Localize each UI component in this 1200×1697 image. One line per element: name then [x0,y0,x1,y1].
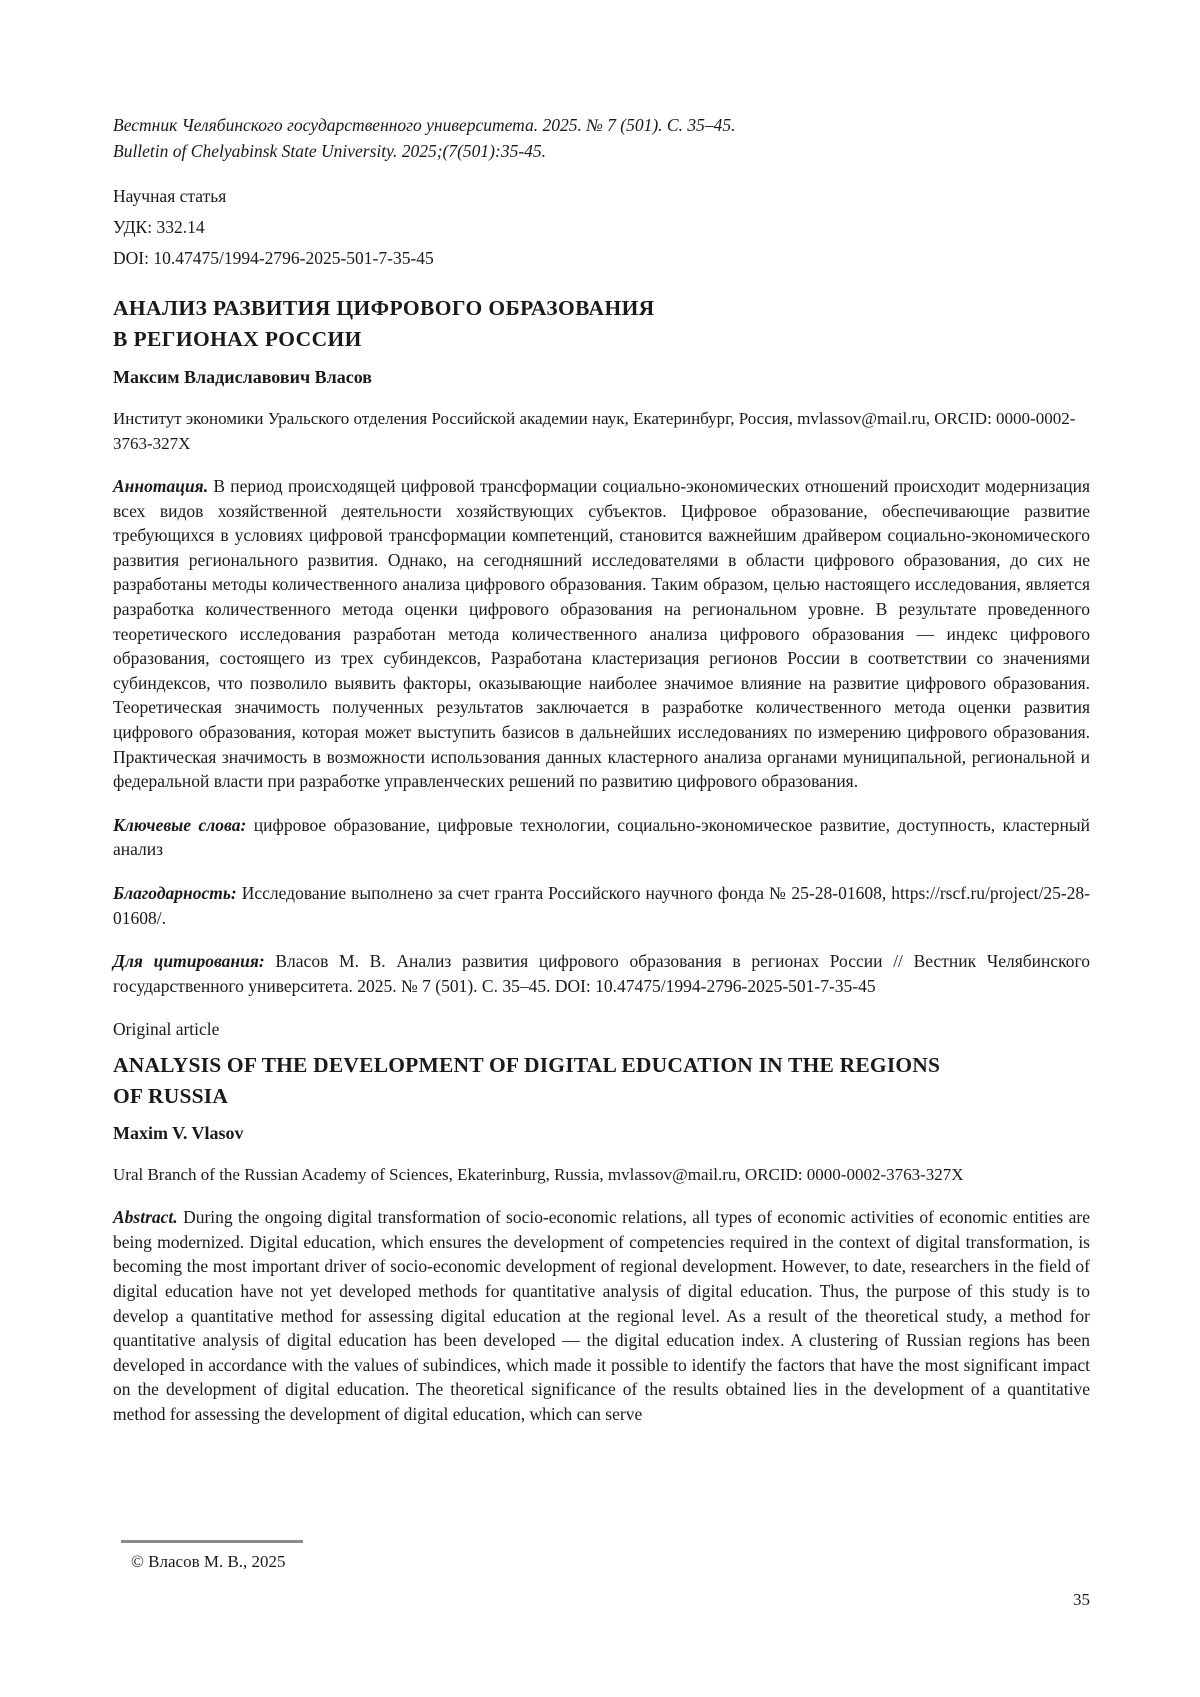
keywords-label: Ключевые слова: [113,814,247,835]
article-title-ru [113,293,1090,355]
article-type-en: Original article [113,1019,220,1040]
page-content [113,112,1090,1446]
abstract-paragraph-ru [113,474,1090,794]
author-name-ru: Максим Владиславович Власов [113,367,372,387]
citation-text: Власов М. В. Анализ развития цифрового образования в регионах России // Вестник Челябинского государственного университета. 2025. № 7 (501). С. 35–45. DOI: 10.47475/1994-2796-2025-501-7-35-45 [113,951,1090,996]
journal-reference-en: Bulletin of Chelyabinsk State University. 2025;(7(501):35-45. [113,141,547,161]
footnote [113,1540,633,1573]
abstract-text-en: During the ongoing digital transformation of socio-economic relations, all types of economic activities of economic entities are being modernized. Digital education, which ensures the development of competencies required in the context of digital transformation, is becoming the most important driver of socio-economic development of regional development. However, to date, researchers in the field of digital education have not yet developed methods for quantitative analysis of digital education. Thus, the purpose of this study is to develop a quantitative method for assessing digital education at the regional level. As a result of the theoretical study, a method for quantitative analysis of digital education has been developed — the digital education index. A clustering of Russian regions has been developed in accordance with the values of subindices, which made it possible to identify the factors that have the most significant impact on the development of digital education. The theoretical significance of the results obtained lies in the development of a quantitative method for assessing the development of digital education, which can serve [113,1207,1090,1425]
citation-paragraph [113,949,1090,998]
abstract-paragraph-en [113,1205,1090,1426]
article-title-en [113,1050,1090,1112]
title-en-line-1: ANALYSIS OF THE DEVELOPMENT OF DIGITAL EDUCATION IN THE REGIONS [113,1053,941,1078]
title-line-2: В РЕГИОНАХ РОССИИ [113,327,362,351]
journal-reference-ru: Вестник Челябинского государственного университета. 2025. № 7 (501). С. 35–45. [113,115,736,135]
abstract-label-en: Abstract. [113,1207,178,1228]
page-number: 35 [1073,1590,1090,1609]
author-name-en: Maxim V. Vlasov [113,1123,244,1144]
doi-number: DOI: 10.47475/1994-2796-2025-501-7-35-45 [113,248,434,268]
affiliation-ru: Институт экономики Уральского отделения Российской академии наук, Екатеринбург, Россия, mvlassov@mail.ru, ORCID: 0000-0002-3763-327X [113,409,1076,453]
acknowledgments-text: Исследование выполнено за счет гранта Российского научного фонда № 25-28-01608, https://rscf.ru/project/25-28-01608/. [113,882,1091,928]
copyright-notice: © Власов М. В., 2025 [131,1552,286,1571]
keywords-text: цифровое образование, цифровые технологии, социально-экономическое развитие, доступность, кластерный анализ [113,814,1091,860]
journal-header [113,112,1090,164]
acknowledgments-label: Благодарность: [113,882,237,903]
article-type-ru: Научная статья [113,186,227,206]
citation-label: Для цитирования: [113,951,265,972]
abstract-label-ru: Аннотация. [113,476,209,496]
title-en-line-2: OF RUSSIA [113,1084,229,1109]
udc-number: УДК: 332.14 [113,217,205,237]
title-line-1: АНАЛИЗ РАЗВИТИЯ ЦИФРОВОГО ОБРАЗОВАНИЯ [113,296,655,320]
abstract-text-ru: В период происходящей цифровой трансформации социально-экономических отношений происходит модернизация всех видов хозяйственной деятельности хозяйствующих субъектов. Цифровое образование, обеспечивающие развитие требующихся в условиях цифровой трансформации компетенций, становится важнейшим драйвером социально-экономического развития регионального развития. Однако, на сегодняшний исследователями в области цифрового образования, до сих не разработаны методы количественного анализа цифрового образования. Таким образом, целью настоящего исследования, является разработка количественного метода оценки цифрового образования на региональном уровне. В результате проведенного теоретического исследования разработан метода количественного анализа цифрового образования — индекс цифрового образования, состоящего из трех субиндексов, Разработана кластеризация регионов России в соответствии со значениями субиндексов, что позволило выявить факторы, оказывающие наиболее значимое влияние на развитие цифрового образования. Теоретическая значимость полученных результатов заключается в разработке количественного метода оценки развития цифрового образования, которая может выступить базисов в дальнейших исследованиях по измерению цифрового образования. Практическая значимость в возможности использования данных кластерного анализа органами муниципальной, региональной и федеральной власти при разработке управленческих решений по развитию цифрового образования. [113,476,1090,792]
keywords-paragraph [113,813,1090,862]
footnote-rule [121,1540,303,1543]
affiliation-en: Ural Branch of the Russian Academy of Sciences, Ekaterinburg, Russia, mvlassov@mail.ru, ORCID: 0000-0002-3763-327X [113,1165,964,1185]
acknowledgments-paragraph [113,881,1090,930]
